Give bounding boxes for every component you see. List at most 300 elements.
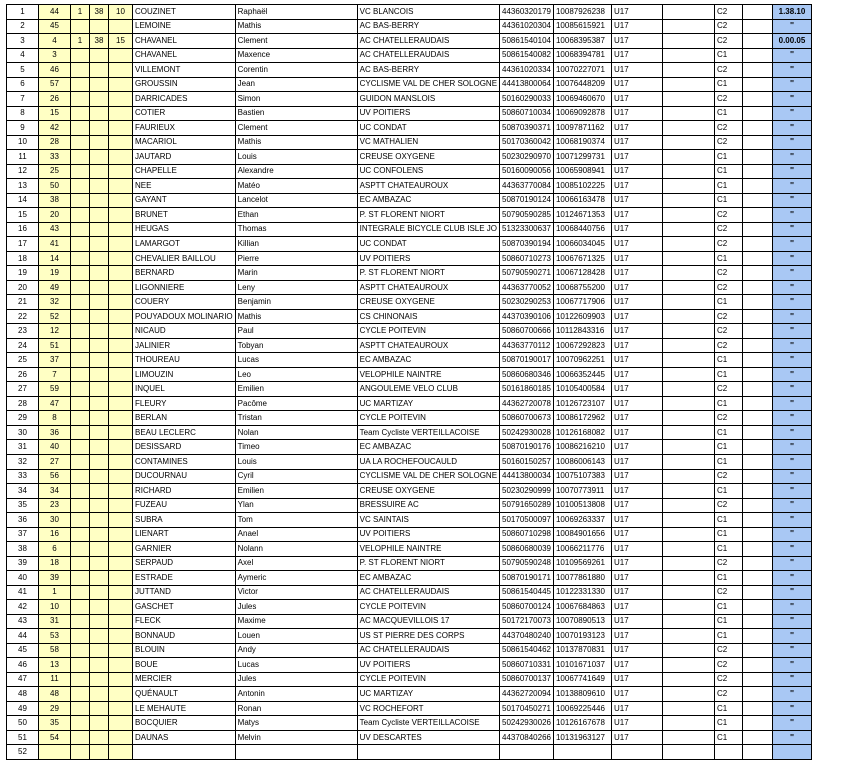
place-cell: 20: [7, 280, 39, 295]
last-name-cell: JUTTAND: [133, 585, 236, 600]
empty-cell: [662, 658, 714, 673]
empty-cell: [662, 106, 714, 121]
table-row: [7, 179, 812, 194]
last-name-cell: CHAPELLE: [133, 164, 236, 179]
bib-cell: 58: [39, 643, 71, 658]
licence-cell: 50230290999: [500, 484, 554, 499]
first-name-cell: Ylan: [235, 498, 357, 513]
bib-cell: 48: [39, 687, 71, 702]
place-cell: 43: [7, 614, 39, 629]
empty-cell: [662, 411, 714, 426]
class-cell: C2: [714, 280, 742, 295]
licence-cell: 50860700124: [500, 600, 554, 615]
bib-cell: 18: [39, 556, 71, 571]
category-cell: U17: [611, 716, 662, 731]
first-name-cell: Killian: [235, 237, 357, 252]
licence-cell: 44362720078: [500, 396, 554, 411]
bib-cell: 30: [39, 513, 71, 528]
empty-cell: [742, 425, 772, 440]
minutes-cell: [90, 672, 109, 687]
minutes-cell: [90, 643, 109, 658]
empty-cell: [742, 34, 772, 49]
place-cell: 42: [7, 600, 39, 615]
place-cell: 22: [7, 309, 39, 324]
time-cell: '': [772, 150, 811, 165]
minutes-cell: [90, 454, 109, 469]
minutes-cell: [90, 440, 109, 455]
bib-cell: 27: [39, 454, 71, 469]
minutes-cell: [90, 266, 109, 281]
first-name-cell: Timeo: [235, 440, 357, 455]
results-table: [6, 4, 812, 760]
first-name-cell: Thomas: [235, 222, 357, 237]
uci-id-cell: 10070193123: [553, 629, 611, 644]
place-cell: 41: [7, 585, 39, 600]
table-row: [7, 411, 812, 426]
seconds-cell: [109, 367, 133, 382]
seconds-cell: [109, 411, 133, 426]
place-cell: 4: [7, 48, 39, 63]
laps-cell: [71, 92, 90, 107]
minutes-cell: [90, 309, 109, 324]
category-cell: U17: [611, 77, 662, 92]
empty-cell: [662, 396, 714, 411]
seconds-cell: [109, 92, 133, 107]
last-name-cell: FUZEAU: [133, 498, 236, 513]
laps-cell: [71, 469, 90, 484]
bib-cell: 47: [39, 396, 71, 411]
uci-id-cell: 10100513808: [553, 498, 611, 513]
category-cell: [611, 745, 662, 760]
class-cell: C2: [714, 324, 742, 339]
last-name-cell: GROUSSIN: [133, 77, 236, 92]
table-row: [7, 34, 812, 49]
seconds-cell: [109, 164, 133, 179]
club-cell: EC AMBAZAC: [357, 440, 499, 455]
table-row: [7, 193, 812, 208]
minutes-cell: [90, 571, 109, 586]
first-name-cell: Lancelot: [235, 193, 357, 208]
seconds-cell: [109, 571, 133, 586]
last-name-cell: DESISSARD: [133, 440, 236, 455]
seconds-cell: [109, 48, 133, 63]
empty-cell: [662, 643, 714, 658]
category-cell: U17: [611, 266, 662, 281]
club-cell: ANGOULEME VELO CLUB: [357, 382, 499, 397]
minutes-cell: [90, 208, 109, 223]
first-name-cell: Matys: [235, 716, 357, 731]
seconds-cell: [109, 193, 133, 208]
table-row: [7, 614, 812, 629]
uci-id-cell: 10122609903: [553, 309, 611, 324]
uci-id-cell: 10069092878: [553, 106, 611, 121]
empty-cell: [662, 542, 714, 557]
minutes-cell: [90, 179, 109, 194]
empty-cell: [742, 338, 772, 353]
first-name-cell: Mathis: [235, 135, 357, 150]
table-row: [7, 498, 812, 513]
licence-cell: 44361020334: [500, 63, 554, 78]
empty-cell: [742, 63, 772, 78]
time-cell: '': [772, 716, 811, 731]
table-row: [7, 513, 812, 528]
laps-cell: [71, 730, 90, 745]
club-cell: AC CHATELLERAUDAIS: [357, 643, 499, 658]
class-cell: C1: [714, 454, 742, 469]
category-cell: U17: [611, 454, 662, 469]
bib-cell: 44: [39, 5, 71, 20]
club-cell: UV POITIERS: [357, 106, 499, 121]
uci-id-cell: 10067671325: [553, 251, 611, 266]
club-cell: EC AMBAZAC: [357, 353, 499, 368]
licence-cell: [500, 745, 554, 760]
uci-id-cell: 10086172962: [553, 411, 611, 426]
class-cell: C2: [714, 338, 742, 353]
laps-cell: [71, 411, 90, 426]
licence-cell: 50861540082: [500, 48, 554, 63]
last-name-cell: QUÉNAULT: [133, 687, 236, 702]
empty-cell: [742, 469, 772, 484]
licence-cell: 50860700137: [500, 672, 554, 687]
category-cell: U17: [611, 193, 662, 208]
club-cell: EC AMBAZAC: [357, 193, 499, 208]
first-name-cell: Alexandre: [235, 164, 357, 179]
seconds-cell: [109, 77, 133, 92]
empty-cell: [662, 687, 714, 702]
seconds-cell: [109, 542, 133, 557]
minutes-cell: [90, 353, 109, 368]
bib-cell: 10: [39, 600, 71, 615]
first-name-cell: Maxence: [235, 48, 357, 63]
first-name-cell: Marin: [235, 266, 357, 281]
club-cell: INTEGRALE BICYCLE CLUB ISLE JO: [357, 222, 499, 237]
class-cell: C2: [714, 585, 742, 600]
laps-cell: [71, 63, 90, 78]
time-cell: '': [772, 614, 811, 629]
licence-cell: 50861540462: [500, 643, 554, 658]
place-cell: 39: [7, 556, 39, 571]
uci-id-cell: [553, 745, 611, 760]
first-name-cell: Cyril: [235, 469, 357, 484]
first-name-cell: Mathis: [235, 309, 357, 324]
uci-id-cell: 10066163478: [553, 193, 611, 208]
uci-id-cell: 10076448209: [553, 77, 611, 92]
table-row: [7, 367, 812, 382]
class-cell: C2: [714, 63, 742, 78]
first-name-cell: Melvin: [235, 730, 357, 745]
time-cell: '': [772, 48, 811, 63]
table-row: [7, 571, 812, 586]
empty-cell: [662, 19, 714, 34]
class-cell: C1: [714, 571, 742, 586]
bib-cell: 36: [39, 425, 71, 440]
class-cell: C1: [714, 440, 742, 455]
last-name-cell: INQUEL: [133, 382, 236, 397]
licence-cell: 50790590271: [500, 266, 554, 281]
place-cell: 14: [7, 193, 39, 208]
place-cell: 28: [7, 396, 39, 411]
class-cell: C2: [714, 309, 742, 324]
class-cell: C2: [714, 469, 742, 484]
club-cell: P. ST FLORENT NIORT: [357, 266, 499, 281]
place-cell: 40: [7, 571, 39, 586]
empty-cell: [742, 687, 772, 702]
time-cell: '': [772, 164, 811, 179]
first-name-cell: Lucas: [235, 658, 357, 673]
laps-cell: [71, 266, 90, 281]
club-cell: ASPTT CHATEAUROUX: [357, 338, 499, 353]
minutes-cell: [90, 48, 109, 63]
time-cell: '': [772, 77, 811, 92]
last-name-cell: RICHARD: [133, 484, 236, 499]
bib-cell: 16: [39, 527, 71, 542]
minutes-cell: [90, 411, 109, 426]
time-cell: '': [772, 484, 811, 499]
uci-id-cell: 10068190374: [553, 135, 611, 150]
seconds-cell: [109, 295, 133, 310]
empty-cell: [742, 237, 772, 252]
empty-cell: [662, 527, 714, 542]
minutes-cell: [90, 585, 109, 600]
uci-id-cell: 10075107383: [553, 469, 611, 484]
place-cell: 38: [7, 542, 39, 557]
empty-cell: [742, 672, 772, 687]
last-name-cell: VILLEMONT: [133, 63, 236, 78]
licence-cell: 50861540104: [500, 34, 554, 49]
last-name-cell: BRUNET: [133, 208, 236, 223]
bib-cell: 7: [39, 367, 71, 382]
empty-cell: [742, 585, 772, 600]
empty-cell: [742, 411, 772, 426]
minutes-cell: [90, 164, 109, 179]
empty-cell: [742, 454, 772, 469]
time-cell: '': [772, 425, 811, 440]
uci-id-cell: 10067717906: [553, 295, 611, 310]
table-row: [7, 237, 812, 252]
minutes-cell: [90, 527, 109, 542]
time-cell: '': [772, 280, 811, 295]
club-cell: UV POITIERS: [357, 251, 499, 266]
uci-id-cell: 10068395387: [553, 34, 611, 49]
uci-id-cell: 10065908941: [553, 164, 611, 179]
licence-cell: 44413800034: [500, 469, 554, 484]
licence-cell: 44363770084: [500, 179, 554, 194]
place-cell: 24: [7, 338, 39, 353]
empty-cell: [742, 121, 772, 136]
minutes-cell: [90, 600, 109, 615]
laps-cell: [71, 150, 90, 165]
licence-cell: 50160290033: [500, 92, 554, 107]
club-cell: AC MACQUEVILLOIS 17: [357, 614, 499, 629]
empty-cell: [742, 179, 772, 194]
bib-cell: 28: [39, 135, 71, 150]
last-name-cell: THOUREAU: [133, 353, 236, 368]
last-name-cell: DAUNAS: [133, 730, 236, 745]
bib-cell: 39: [39, 571, 71, 586]
class-cell: C2: [714, 237, 742, 252]
last-name-cell: NEE: [133, 179, 236, 194]
table-row: [7, 135, 812, 150]
empty-cell: [662, 309, 714, 324]
uci-id-cell: 10085102225: [553, 179, 611, 194]
minutes-cell: [90, 425, 109, 440]
category-cell: U17: [611, 48, 662, 63]
club-cell: CYCLE POITEVIN: [357, 324, 499, 339]
minutes-cell: [90, 280, 109, 295]
licence-cell: 50861540445: [500, 585, 554, 600]
empty-cell: [662, 77, 714, 92]
uci-id-cell: 10070962251: [553, 353, 611, 368]
place-cell: 30: [7, 425, 39, 440]
empty-cell: [742, 484, 772, 499]
place-cell: 5: [7, 63, 39, 78]
class-cell: C2: [714, 556, 742, 571]
empty-cell: [742, 48, 772, 63]
category-cell: U17: [611, 135, 662, 150]
category-cell: U17: [611, 484, 662, 499]
table-row: [7, 338, 812, 353]
uci-id-cell: 10069263337: [553, 513, 611, 528]
empty-cell: [662, 600, 714, 615]
laps-cell: [71, 498, 90, 513]
first-name-cell: Clement: [235, 121, 357, 136]
first-name-cell: Antonin: [235, 687, 357, 702]
laps-cell: [71, 280, 90, 295]
club-cell: VC ROCHEFORT: [357, 701, 499, 716]
seconds-cell: [109, 222, 133, 237]
minutes-cell: [90, 106, 109, 121]
category-cell: U17: [611, 208, 662, 223]
seconds-cell: [109, 527, 133, 542]
uci-id-cell: 10069460670: [553, 92, 611, 107]
empty-cell: [662, 280, 714, 295]
class-cell: C1: [714, 542, 742, 557]
last-name-cell: MERCIER: [133, 672, 236, 687]
seconds-cell: [109, 687, 133, 702]
place-cell: 46: [7, 658, 39, 673]
place-cell: 10: [7, 135, 39, 150]
time-cell: '': [772, 63, 811, 78]
time-cell: '': [772, 600, 811, 615]
laps-cell: [71, 48, 90, 63]
bib-cell: 57: [39, 77, 71, 92]
place-cell: 51: [7, 730, 39, 745]
category-cell: U17: [611, 237, 662, 252]
bib-cell: 12: [39, 324, 71, 339]
minutes-cell: [90, 556, 109, 571]
table-row: [7, 396, 812, 411]
uci-id-cell: 10122331330: [553, 585, 611, 600]
table-row: [7, 454, 812, 469]
club-cell: VELOPHILE NAINTRE: [357, 367, 499, 382]
last-name-cell: CHAVANEL: [133, 34, 236, 49]
class-cell: C2: [714, 121, 742, 136]
seconds-cell: [109, 396, 133, 411]
seconds-cell: [109, 513, 133, 528]
empty-cell: [742, 280, 772, 295]
place-cell: 2: [7, 19, 39, 34]
uci-id-cell: 10066211776: [553, 542, 611, 557]
bib-cell: 37: [39, 353, 71, 368]
bib-cell: 20: [39, 208, 71, 223]
time-cell: '': [772, 687, 811, 702]
first-name-cell: Clement: [235, 34, 357, 49]
time-cell: '': [772, 513, 811, 528]
time-cell: '': [772, 730, 811, 745]
licence-cell: 50170500097: [500, 513, 554, 528]
bib-cell: 38: [39, 193, 71, 208]
last-name-cell: POUYADOUX MOLINARIO: [133, 309, 236, 324]
last-name-cell: BOUE: [133, 658, 236, 673]
last-name-cell: COUERY: [133, 295, 236, 310]
class-cell: [714, 745, 742, 760]
empty-cell: [662, 135, 714, 150]
laps-cell: [71, 629, 90, 644]
club-cell: UC CONFOLENS: [357, 164, 499, 179]
laps-cell: [71, 745, 90, 760]
empty-cell: [662, 730, 714, 745]
time-cell: '': [772, 527, 811, 542]
first-name-cell: Victor: [235, 585, 357, 600]
class-cell: C1: [714, 295, 742, 310]
laps-cell: [71, 309, 90, 324]
minutes-cell: [90, 295, 109, 310]
uci-id-cell: 10112843316: [553, 324, 611, 339]
class-cell: C1: [714, 164, 742, 179]
category-cell: U17: [611, 513, 662, 528]
uci-id-cell: 10077861880: [553, 571, 611, 586]
class-cell: C2: [714, 672, 742, 687]
minutes-cell: [90, 338, 109, 353]
empty-cell: [742, 382, 772, 397]
category-cell: U17: [611, 5, 662, 20]
uci-id-cell: 10085615921: [553, 19, 611, 34]
place-cell: 3: [7, 34, 39, 49]
first-name-cell: Simon: [235, 92, 357, 107]
laps-cell: [71, 77, 90, 92]
licence-cell: 50230290970: [500, 150, 554, 165]
seconds-cell: 10: [109, 5, 133, 20]
last-name-cell: LAMARGOT: [133, 237, 236, 252]
last-name-cell: LIENART: [133, 527, 236, 542]
class-cell: C1: [714, 193, 742, 208]
club-cell: P. ST FLORENT NIORT: [357, 208, 499, 223]
first-name-cell: Tobyan: [235, 338, 357, 353]
licence-cell: 50870390371: [500, 121, 554, 136]
category-cell: U17: [611, 19, 662, 34]
laps-cell: [71, 513, 90, 528]
seconds-cell: [109, 643, 133, 658]
first-name-cell: Leny: [235, 280, 357, 295]
empty-cell: [662, 367, 714, 382]
empty-cell: [742, 353, 772, 368]
category-cell: U17: [611, 295, 662, 310]
seconds-cell: [109, 106, 133, 121]
category-cell: U17: [611, 309, 662, 324]
class-cell: C2: [714, 208, 742, 223]
category-cell: U17: [611, 353, 662, 368]
seconds-cell: [109, 309, 133, 324]
bib-cell: 31: [39, 614, 71, 629]
licence-cell: 50870190017: [500, 353, 554, 368]
last-name-cell: COTIER: [133, 106, 236, 121]
empty-cell: [742, 5, 772, 20]
class-cell: C1: [714, 629, 742, 644]
empty-cell: [662, 121, 714, 136]
time-cell: '': [772, 135, 811, 150]
time-cell: '': [772, 585, 811, 600]
first-name-cell: Louis: [235, 454, 357, 469]
